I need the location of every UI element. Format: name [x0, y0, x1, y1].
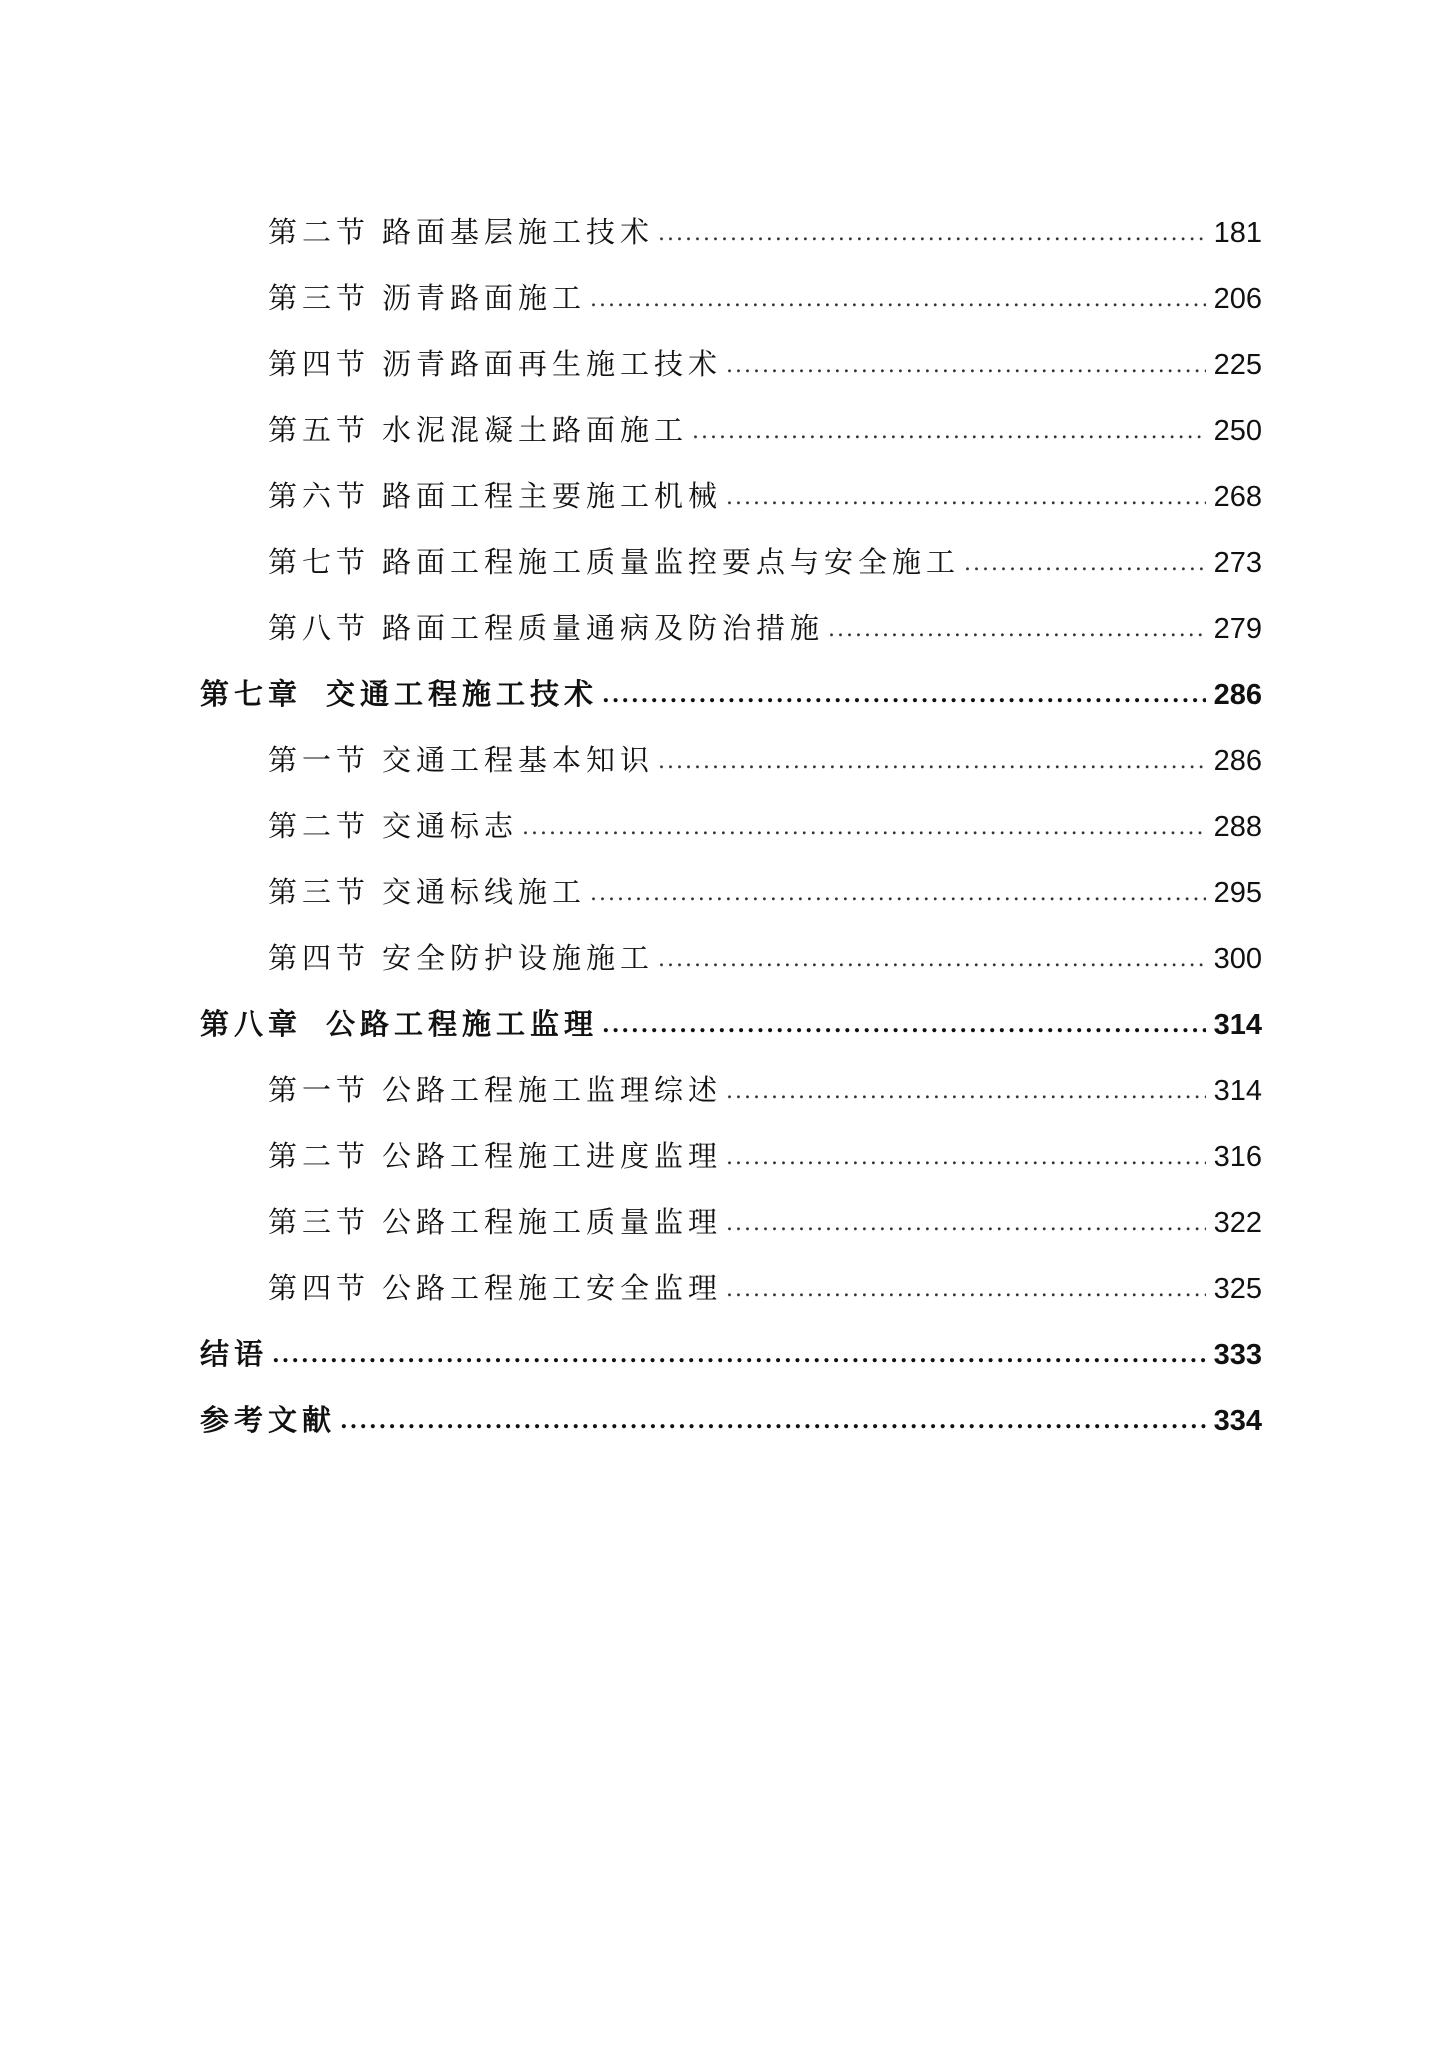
entry-title: 公路工程施工质量监理 — [382, 1205, 723, 1239]
toc-chapter-entry[interactable] — [200, 672, 1262, 714]
toc-entry[interactable] — [200, 804, 1262, 846]
toc-entry[interactable] — [200, 210, 1262, 252]
toc-entry[interactable] — [200, 474, 1262, 516]
entry-page: 206 — [1213, 283, 1262, 315]
entry-page: 322 — [1213, 1207, 1262, 1239]
dot-leader — [726, 1203, 1206, 1237]
entry-title: 路面工程施工质量监控要点与安全施工 — [382, 545, 961, 579]
entry-number: 第四节 — [268, 941, 371, 975]
toc-conclusion-entry[interactable] — [200, 1332, 1262, 1374]
entry-title: 参考文献 — [200, 1403, 337, 1437]
entry-title: 沥青路面施工 — [382, 281, 587, 315]
entry-page: 316 — [1213, 1141, 1262, 1173]
dot-leader — [590, 279, 1206, 313]
toc-entry[interactable] — [200, 1266, 1262, 1308]
entry-page: 225 — [1213, 349, 1262, 381]
entry-number: 第一节 — [268, 743, 371, 777]
entry-page: 300 — [1213, 943, 1262, 975]
entry-page: 334 — [1213, 1405, 1262, 1437]
dot-leader — [726, 1269, 1206, 1303]
entry-page: 273 — [1213, 547, 1262, 579]
toc-entry[interactable] — [200, 1200, 1262, 1242]
toc-entry[interactable] — [200, 870, 1262, 912]
entry-number: 第八节 — [268, 611, 371, 645]
dot-leader — [590, 873, 1206, 907]
entry-number: 第五节 — [268, 413, 371, 447]
entry-title: 交通标线施工 — [382, 875, 587, 909]
entry-title: 路面工程质量通病及防治措施 — [382, 611, 825, 645]
entry-title: 交通工程基本知识 — [382, 743, 655, 777]
toc-entry[interactable] — [200, 738, 1262, 780]
entry-title: 结语 — [200, 1337, 269, 1371]
entry-title: 水泥混凝土路面施工 — [382, 413, 689, 447]
dot-leader — [272, 1335, 1206, 1369]
entry-page: 250 — [1213, 415, 1262, 447]
toc-entry[interactable] — [200, 936, 1262, 978]
dot-leader — [726, 1071, 1206, 1105]
dot-leader — [726, 345, 1206, 379]
entry-title: 公路工程施工进度监理 — [382, 1139, 723, 1173]
entry-number: 第四节 — [268, 347, 371, 381]
chapter-page: 286 — [1213, 679, 1262, 711]
toc-entry[interactable] — [200, 1134, 1262, 1176]
entry-page: 314 — [1213, 1075, 1262, 1107]
entry-page: 295 — [1213, 877, 1262, 909]
toc-entry[interactable] — [200, 1068, 1262, 1110]
entry-title: 安全防护设施施工 — [382, 941, 655, 975]
entry-number: 第三节 — [268, 875, 371, 909]
dot-leader — [964, 543, 1206, 577]
dot-leader — [602, 675, 1206, 709]
entry-number: 第四节 — [268, 1271, 371, 1305]
toc-references-entry[interactable] — [200, 1398, 1262, 1440]
dot-leader — [658, 741, 1206, 775]
dot-leader — [692, 411, 1206, 445]
entry-title: 公路工程施工监理综述 — [382, 1073, 723, 1107]
entry-number: 第三节 — [268, 1205, 371, 1239]
toc-entry[interactable] — [200, 276, 1262, 318]
entry-number: 第七节 — [268, 545, 371, 579]
chapter-page: 314 — [1213, 1009, 1262, 1041]
entry-title: 路面基层施工技术 — [382, 215, 655, 249]
chapter-title: 交通工程施工技术 — [326, 677, 599, 711]
toc-entry[interactable] — [200, 540, 1262, 582]
dot-leader — [726, 477, 1206, 511]
dot-leader — [658, 939, 1206, 973]
dot-leader — [340, 1401, 1206, 1435]
entry-page: 268 — [1213, 481, 1262, 513]
entry-number: 第一节 — [268, 1073, 371, 1107]
entry-number: 第三节 — [268, 281, 371, 315]
chapter-title: 公路工程施工监理 — [326, 1007, 599, 1041]
entry-page: 333 — [1213, 1339, 1262, 1371]
entry-page: 181 — [1213, 217, 1262, 249]
toc-entry[interactable] — [200, 342, 1262, 384]
entry-title: 沥青路面再生施工技术 — [382, 347, 723, 381]
entry-number: 第二节 — [268, 809, 371, 843]
entry-number: 第二节 — [268, 1139, 371, 1173]
entry-title: 公路工程施工安全监理 — [382, 1271, 723, 1305]
dot-leader — [828, 609, 1206, 643]
toc-chapter-entry[interactable] — [200, 1002, 1262, 1044]
dot-leader — [522, 807, 1206, 841]
entry-page: 279 — [1213, 613, 1262, 645]
entry-page: 325 — [1213, 1273, 1262, 1305]
entry-number: 第二节 — [268, 215, 371, 249]
dot-leader — [658, 213, 1206, 247]
dot-leader — [726, 1137, 1206, 1171]
chapter-number: 第八章 — [200, 1007, 303, 1041]
toc-entry[interactable] — [200, 606, 1262, 648]
entry-page: 288 — [1213, 811, 1262, 843]
chapter-number: 第七章 — [200, 677, 303, 711]
toc-entry[interactable] — [200, 408, 1262, 450]
entry-page: 286 — [1213, 745, 1262, 777]
entry-number: 第六节 — [268, 479, 371, 513]
entry-title: 交通标志 — [382, 809, 519, 843]
dot-leader — [602, 1005, 1206, 1039]
entry-title: 路面工程主要施工机械 — [382, 479, 723, 513]
